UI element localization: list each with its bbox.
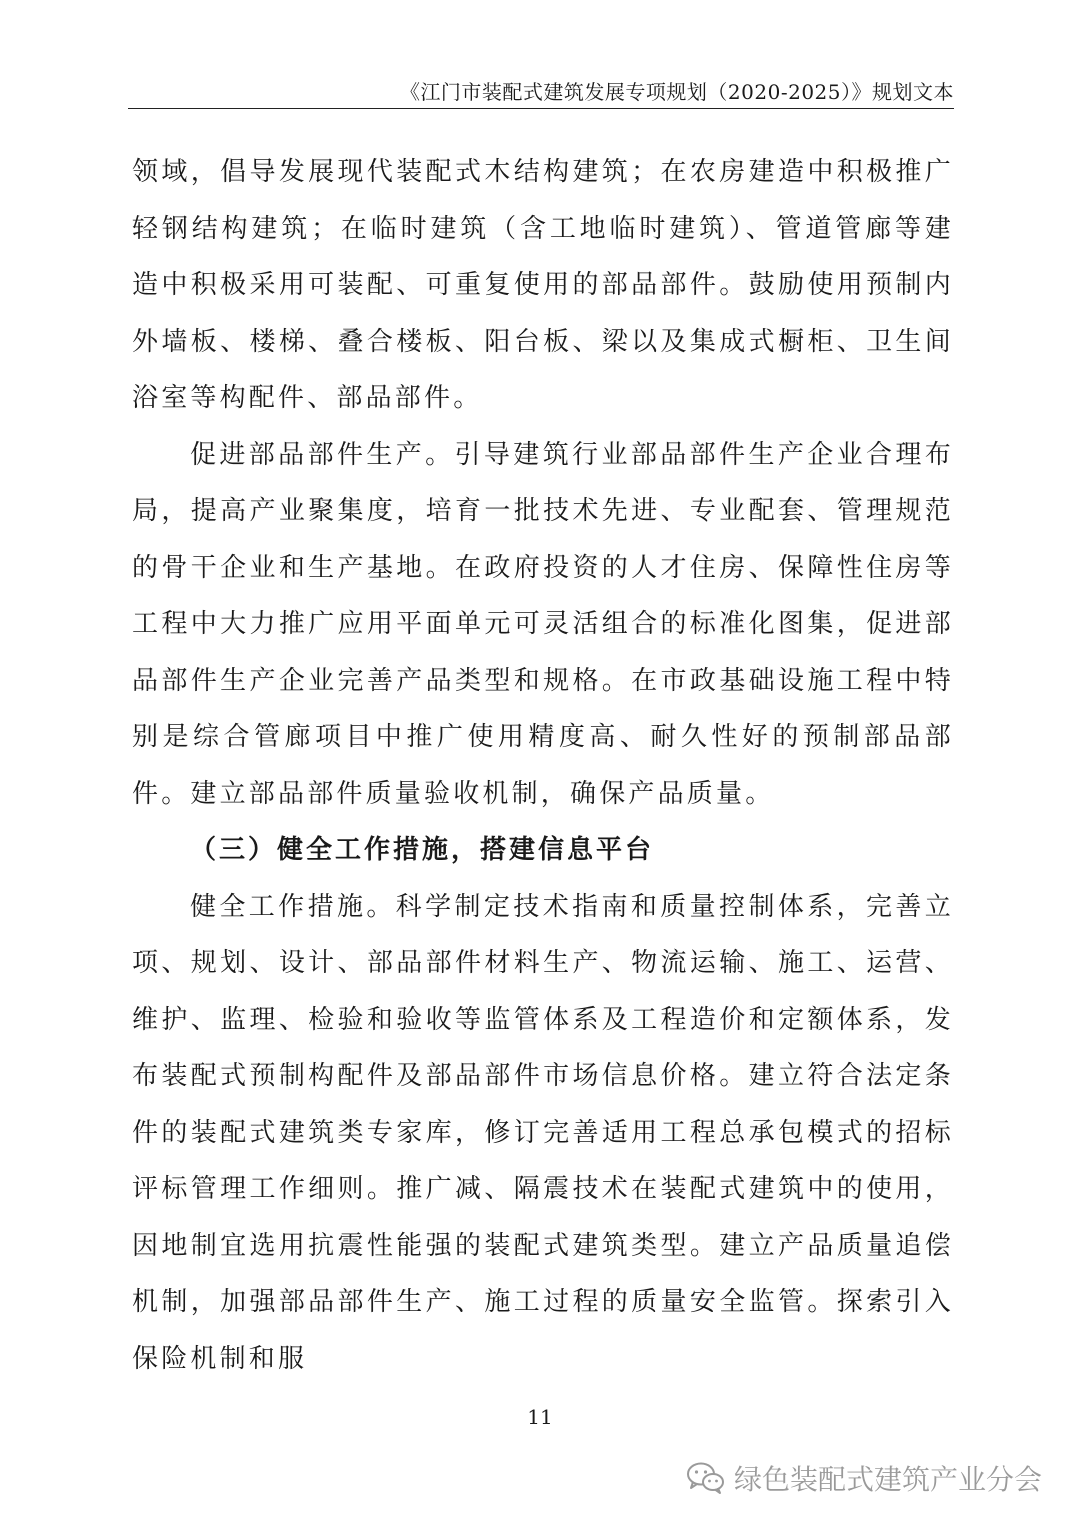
header-rule xyxy=(128,108,954,109)
page-number: 11 xyxy=(527,1405,553,1429)
paragraph-2: 促进部品部件生产。引导建筑行业部品部件生产企业合理布局，提高产业聚集度，培育一批技术先进、专业配套、管理规范的骨干企业和生产基地。在政府投资的人才住房、保障性住房等工程中大力推广应用平面单元可灵活组合的标准化图集，促进部品部件生产企业完善产品类型和规格。在市政基础设施工程中特别是综合管廊项目中推广使用精度高、耐久性好的预制部品部件。建立部品部件质量验收机制，确保产品质量。 xyxy=(132,439,954,809)
running-header: 《江门市装配式建筑发展专项规划（2020-2025）》规划文本 xyxy=(399,80,954,104)
watermark-text: 绿色装配式建筑产业分会 xyxy=(733,1463,1042,1496)
wechat-icon xyxy=(686,1461,726,1495)
body-text xyxy=(132,144,954,1387)
section-heading: （三）健全工作措施，搭建信息平台 xyxy=(190,835,655,865)
paragraph-3: 健全工作措施。科学制定技术指南和质量控制体系，完善立项、规划、设计、部品部件材料生产、物流运输、施工、运营、维护、监理、检验和验收等监管体系及工程造价和定额体系，发布装配式预制构配件及部品部件市场信息价格。建立符合法定条件的装配式建筑类专家库，修订完善适用工程总承包模式的招标评标管理工作细则。推广减、隔震技术在装配式建筑中的使用，因地制宜选用抗震性能强的装配式建筑类型。建立产品质量追偿机制，加强部品部件生产、施工过程的质量安全监管。探索引入保险机制和服 xyxy=(132,891,954,1374)
watermark xyxy=(686,1458,1042,1498)
paragraph-1: 领域，倡导发展现代装配式木结构建筑；在农房建造中积极推广轻钢结构建筑；在临时建筑（含工地临时建筑）、管道管廊等建造中积极采用可装配、可重复使用的部品部件。鼓励使用预制内外墙板、楼梯、叠合楼板、阳台板、梁以及集成式橱柜、卫生间浴室等构配件、部品部件。 xyxy=(132,157,954,413)
